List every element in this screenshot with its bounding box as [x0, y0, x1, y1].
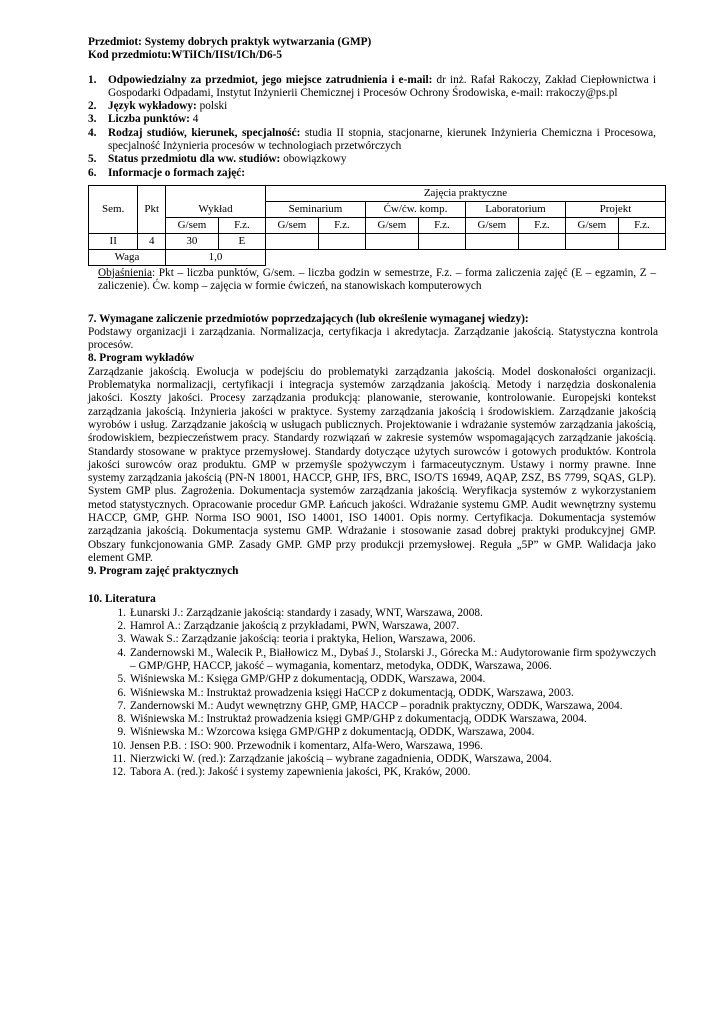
- info-item-4: 4. Rodzaj studiów, kierunek, specjalność: studia II stopnia, stacjonarne, kierunek Inżynieria Chemiczna i Procesowa, specjalność Inżynieria procesów w technologiach przetwórczych: [88, 126, 657, 153]
- subheader-gsem: G/sem: [565, 217, 618, 233]
- table-explanation: Objaśnienia: Pkt – liczba punktów, G/sem. – liczba godzin w semestrze, F.z. – forma zaliczenia zajęć (E – egzamin, Z – zaliczenie). Ćw. komp – zajęcia w formie ćwiczeń, na stanowiskach komputerowych: [98, 266, 656, 293]
- subheader-fz: F.z.: [318, 217, 365, 233]
- section-7-text: Podstawy organizacji i zarządzania. Normalizacja, certyfikacja i akredytacja. Zarządzanie jakością. Statystyczna kontrola procesów.: [88, 325, 658, 352]
- cell-lecture-form: E: [218, 233, 265, 249]
- cell-empty: [365, 233, 418, 249]
- info-item-5: 5. Status przedmiotu dla ww. studiów: obowiązkowy: [88, 153, 347, 166]
- literature-list: [88, 607, 656, 780]
- literature-item: 5. Wiśniewska M.: Księga GMP/GHP z dokumentacją, ODDK, Warszawa, 2004.: [117, 673, 486, 686]
- cell-empty: [418, 233, 465, 249]
- classes-table: [88, 185, 666, 266]
- cell-empty: [618, 233, 665, 249]
- cell-empty: [465, 233, 518, 249]
- subheader-fz: F.z.: [218, 217, 265, 233]
- subheader-gsem: G/sem: [265, 217, 318, 233]
- header-pkt: Pkt: [138, 185, 166, 233]
- header-exercise: Ćw/ćw. komp.: [365, 201, 465, 217]
- info-item-6: 6. Informacje o formach zajęć:: [88, 166, 246, 179]
- info-item-3: 3. Liczba punktów: 4: [88, 113, 199, 126]
- literature-item: 4. Zandernowski M., Walecik P., Białłowicz M., Dybaś J., Stolarski J., Górecka M.: Audytorowanie firm spożywczych – GMP/GHP, HACCP, jakość – wymagania, komentarz, metodyka, ODDK, Warszawa, 2006.: [117, 646, 656, 672]
- cell-pkt: 4: [138, 233, 166, 249]
- literature-item: 3. Wawak S.: Zarządzanie jakością: teoria i praktyka, Helion, Warszawa, 2006.: [117, 633, 476, 646]
- section-8-text: Zarządzanie jakością. Ewolucja w podejściu do problematyki zarządzania jakością. Model doskonałości organizacji. Problematyka normalizacji, certyfikacji i integracja systemów zarządzania jakością. Metody i narzędzia doskonalenia jakości. Koszty jakości. Procesy zarządzania produkcją: planowanie, sterowanie, kontrolowanie. Europejski kontekst zarządzania jakością. Inżynieria jakości w praktyce. Systemy zarządzania jakością i środowiskiem. Zarządzanie jakością wyrobów i usług. Zarządzanie jakością w usługach publicznych. Projektowanie i wdrażanie systemów zarządzania jakością, środowiskiem, bezpieczeństwem pracy. Standardy rozwiązań w zakresie systemów wspomagających zarządzanie jakością. Standardy stosowane w praktyce przemysłowej. Standardy dotyczące użytych surowców i gotowych produktów. Kontrola jakości surowców oraz produktu. GMP w przemyśle spożywczym i farmaceutycznym. Ustawy i normy prawne. Inne systemy zarządzania jakością (PN-N 18001, HACCP, GHP, IFS, BRC, ISO/TS 16949, AQAP, ZSZ, BS 7799, SQAS, GLP). System GMP plus. Zagrożenia. Dokumentacja systemów zarządzania jakością. Weryfikacja systemów z wykorzystaniem metod statystycznych. Opracowanie procedur GMP. Łańcuch jakości. Wdrażanie systemu GMP. Audit wewnętrzny systemu HACCP, GMP, GHP. Norma ISO 9001, ISO 14001, ISO 14001. Opis normy. Certyfikacja. Dokumentacja systemów zarządzania jakością. Dokumentacja systemu GMP. Wdrażanie i stosowanie zasad dobrej praktyki produkcyjnej GMP. Obszary funkcjonowania GMP. Zasady GMP. GMP przy produkcji przemysłowej. Reguła „5P” w GMP. Walidacja jako element GMP.: [88, 365, 656, 564]
- cell-empty: [518, 233, 565, 249]
- literature-item: 11. Nierzwicki W. (red.): Zarządzanie jakością – wybrane zagadnienia, ODDK, Warszawa, 2004.: [112, 753, 552, 766]
- header-lab: Laboratorium: [465, 201, 565, 217]
- section-8: [88, 352, 656, 565]
- subheader-fz: F.z.: [418, 217, 465, 233]
- section-7-title: 7. Wymagane zaliczenie przedmiotów poprzedzających (lub określenie wymaganej wiedzy):: [88, 312, 529, 325]
- section-9-title: 9. Program zajęć praktycznych: [88, 565, 239, 578]
- subheader-gsem: G/sem: [365, 217, 418, 233]
- literature-item: 10. Jensen P.B. : ISO: 900. Przewodnik i komentarz, Alfa-Wero, Warszawa, 1996.: [111, 739, 483, 752]
- header-sem: Sem.: [89, 185, 138, 233]
- section-7: [88, 313, 656, 353]
- literature-item: 1. Łunarski J.: Zarządzanie jakością: standardy i zasady, WNT, Warszawa, 2008.: [117, 606, 483, 619]
- subheader-gsem: G/sem: [166, 217, 219, 233]
- cell-weight-label: Waga: [89, 249, 166, 265]
- cell-weight-value: 1,0: [166, 249, 266, 265]
- section-10-title: 10. Literatura: [88, 592, 156, 605]
- section-9: [88, 565, 656, 578]
- subheader-fz: F.z.: [518, 217, 565, 233]
- header-seminar: Seminarium: [265, 201, 365, 217]
- cell-lecture-hours: 30: [166, 233, 219, 249]
- subheader-gsem: G/sem: [465, 217, 518, 233]
- header-lecture: Wykład: [166, 185, 266, 217]
- cell-empty: [565, 233, 618, 249]
- subject-title: Przedmiot: Systemy dobrych praktyk wytwarzania (GMP): [88, 36, 372, 48]
- header-project: Projekt: [565, 201, 665, 217]
- header-practical: Zajęcia praktyczne: [265, 185, 665, 201]
- section-10: [88, 593, 656, 780]
- info-list: [88, 74, 656, 180]
- section-8-title: 8. Program wykładów: [88, 352, 195, 365]
- cell-empty: [318, 233, 365, 249]
- literature-item: 2. Hamrol A.: Zarządzanie jakością z przykładami, PWN, Warszawa, 2007.: [117, 620, 460, 633]
- literature-item: 9. Wiśniewska M.: Wzorcowa księga GMP/GHP z dokumentacją, ODDK, Warszawa, 2004.: [117, 726, 535, 739]
- subheader-fz: F.z.: [618, 217, 665, 233]
- literature-item: 7. Zandernowski M.: Audyt wewnętrzny GHP, GMP, HACCP – poradnik praktyczny, ODDK, Warszawa, 2004.: [117, 699, 623, 712]
- cell-blank: [265, 249, 665, 265]
- subject-code: Kod przedmiotu:WTiICh/IISt/ICh/D6-5: [88, 49, 283, 62]
- literature-item: 6. Wiśniewska M.: Instruktaż prowadzenia księgi HaCCP z dokumentacją, ODDK, Warszawa, 2003.: [117, 686, 574, 699]
- info-item-2: 2. Język wykładowy: polski: [88, 100, 228, 113]
- literature-item: 8. Wiśniewska M.: Instruktaż prowadzenia księgi GMP/GHP z dokumentacją, ODDK Warszawa, 2004.: [117, 713, 587, 726]
- info-item-1: 1. Odpowiedzialny za przedmiot, jego miejsce zatrudnienia i e-mail: dr inż. Rafał Rakoczy, Zakład Ciepłownictwa i Gospodarki Odpadami, Instytut Inżynierii Chemicznej i Procesów Ochrony Środowiska, e-mail: rrakoczy@ps.pl: [88, 73, 657, 99]
- literature-item: 12. Tabora A. (red.): Jakość i systemy zapewnienia jakości, PK, Kraków, 2000.: [111, 766, 471, 779]
- document-page: [88, 36, 656, 780]
- cell-empty: [265, 233, 318, 249]
- cell-sem: II: [89, 233, 138, 249]
